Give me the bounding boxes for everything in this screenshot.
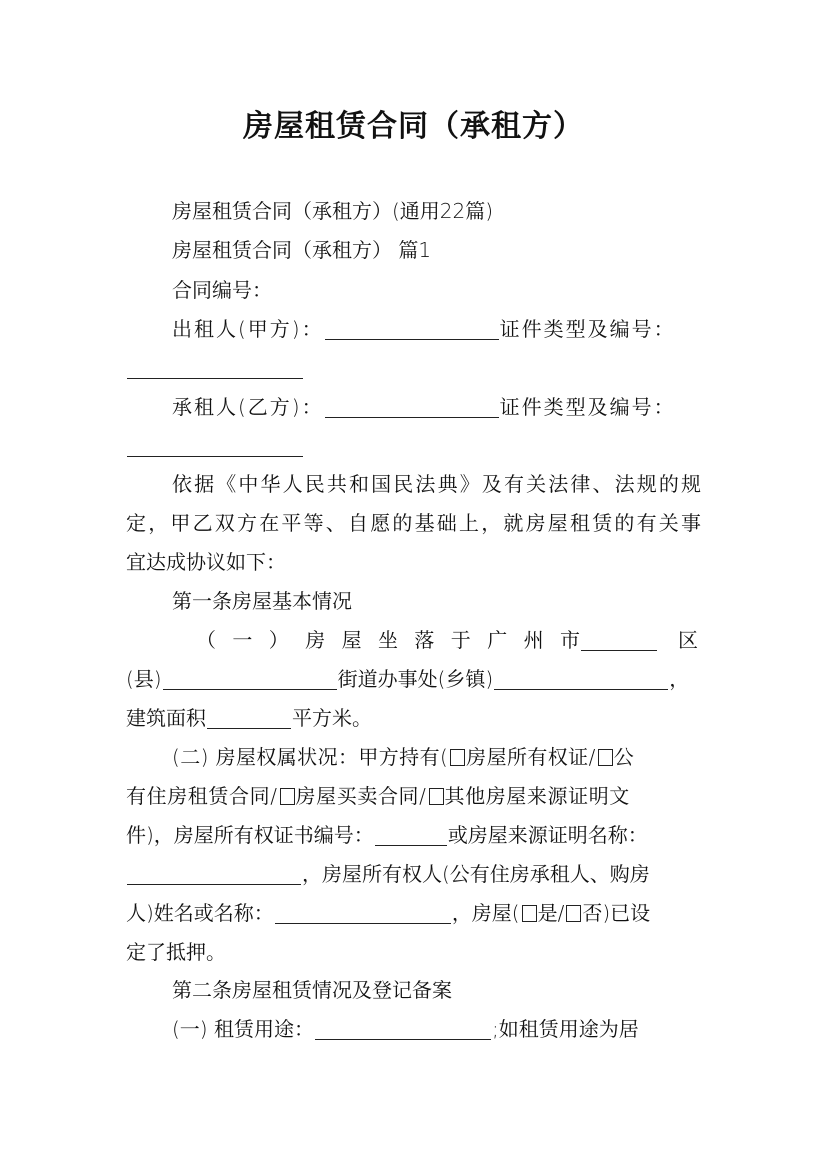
lease-purpose-label: (一) 租赁用途：: [172, 1017, 314, 1041]
checkbox-mortgage-no[interactable]: [566, 905, 581, 922]
cert-number-blank[interactable]: [375, 821, 447, 846]
article-1-title: 第一条房屋基本情况: [172, 589, 352, 613]
district-label: 区: [678, 628, 698, 652]
lease-purpose-blank[interactable]: [315, 1015, 491, 1040]
article-1-item-1-line-1: [196, 622, 701, 658]
lessee-label: 承租人(乙方)：: [172, 395, 324, 419]
mortgage-label: ，房屋(: [451, 901, 520, 925]
public-label: 公: [613, 745, 635, 769]
checkbox-purchase-contract[interactable]: [280, 788, 295, 805]
article-2-title: 第二条房屋租赁情况及登记备案: [172, 978, 452, 1002]
lessee-id-label: 证件类型及编号：: [499, 395, 676, 419]
lessee-id-line: [126, 428, 701, 464]
checkbox-public-housing[interactable]: [598, 749, 613, 766]
district-blank[interactable]: [581, 626, 657, 651]
article-2-item-1-line-1: [172, 1011, 701, 1047]
ownership-text: (二) 房屋权属状况：甲方持有(: [172, 745, 449, 769]
cert-number-label: 件)，房屋所有权证书编号：: [126, 823, 374, 847]
public-housing-label: 有住房租赁合同/: [126, 784, 278, 808]
lessor-id-blank[interactable]: [127, 354, 303, 379]
ownership-cert-label: 房屋所有权证/: [466, 745, 596, 769]
mortgage-no-label: 否)已设: [582, 901, 651, 925]
contract-number-label: 合同编号：: [172, 278, 272, 302]
intro-line-2: 定，甲乙双方在平等、自愿的基础上，就房屋租赁的有关事: [126, 511, 701, 535]
intro-line-3: 宜达成协议如下：: [126, 550, 286, 574]
lease-purpose-cont: ;如租赁用途为居: [491, 1017, 639, 1041]
lessor-line: [172, 311, 701, 347]
owner-name-blank[interactable]: [275, 899, 451, 924]
owner-label: ，房屋所有权人(公有住房承租人、购房: [302, 862, 650, 886]
comma: ，: [669, 667, 690, 691]
purchase-contract-label: 房屋买卖合同/: [295, 784, 427, 808]
area-unit: 平方米。: [292, 706, 372, 730]
owner-name-label: 人)姓名或名称：: [126, 901, 274, 925]
heading-article-1: 房屋租赁合同（承租方） 篇1: [172, 238, 432, 262]
article-1-item-1-line-3: [126, 700, 701, 736]
lessee-name-blank[interactable]: [325, 393, 499, 418]
mortgage-yes-label: 是/: [537, 901, 565, 925]
checkbox-other-proof[interactable]: [429, 788, 444, 805]
article-1-item-2-line-5: [126, 895, 701, 931]
township-blank[interactable]: [494, 665, 668, 690]
proof-name-label: 或房屋来源证明名称：: [447, 823, 648, 847]
proof-name-blank[interactable]: [127, 860, 301, 885]
document-title: 房屋租赁合同（承租方）: [243, 109, 584, 144]
article-1-item-2-line-1: [172, 739, 701, 775]
area-blank[interactable]: [207, 704, 291, 729]
street-office-label: 街道办事处(乡镇): [337, 667, 494, 691]
article-1-item-2-line-4: [126, 856, 701, 892]
lessee-line: [172, 389, 701, 425]
lessor-name-blank[interactable]: [325, 315, 499, 340]
article-1-item-1-line-2: [126, 661, 701, 697]
intro-line-1: 依据《中华人民共和国民法典》及有关法律、法规的规: [172, 472, 701, 496]
article-1-item-2-line-6: 定了抵押。: [126, 940, 226, 964]
article-1-item-2-line-3: [126, 817, 701, 853]
county-label: (县): [126, 667, 162, 691]
article-1-item-2-line-2: [126, 778, 701, 814]
other-proof-label: 其他房屋来源证明文: [444, 784, 630, 808]
lessor-id-line: [126, 350, 701, 386]
area-label: 建筑面积: [126, 706, 206, 730]
checkbox-mortgage-yes[interactable]: [522, 905, 537, 922]
checkbox-ownership-cert[interactable]: [450, 749, 465, 766]
heading-general: 房屋租赁合同（承租方）(通用22篇): [172, 199, 494, 223]
lessor-label: 出租人(甲方)：: [172, 317, 324, 341]
lessee-id-blank[interactable]: [127, 432, 303, 457]
street-blank[interactable]: [163, 665, 337, 690]
lessor-id-label: 证件类型及编号：: [499, 317, 676, 341]
location-text: （一）房屋坐落于广州市: [196, 628, 580, 652]
